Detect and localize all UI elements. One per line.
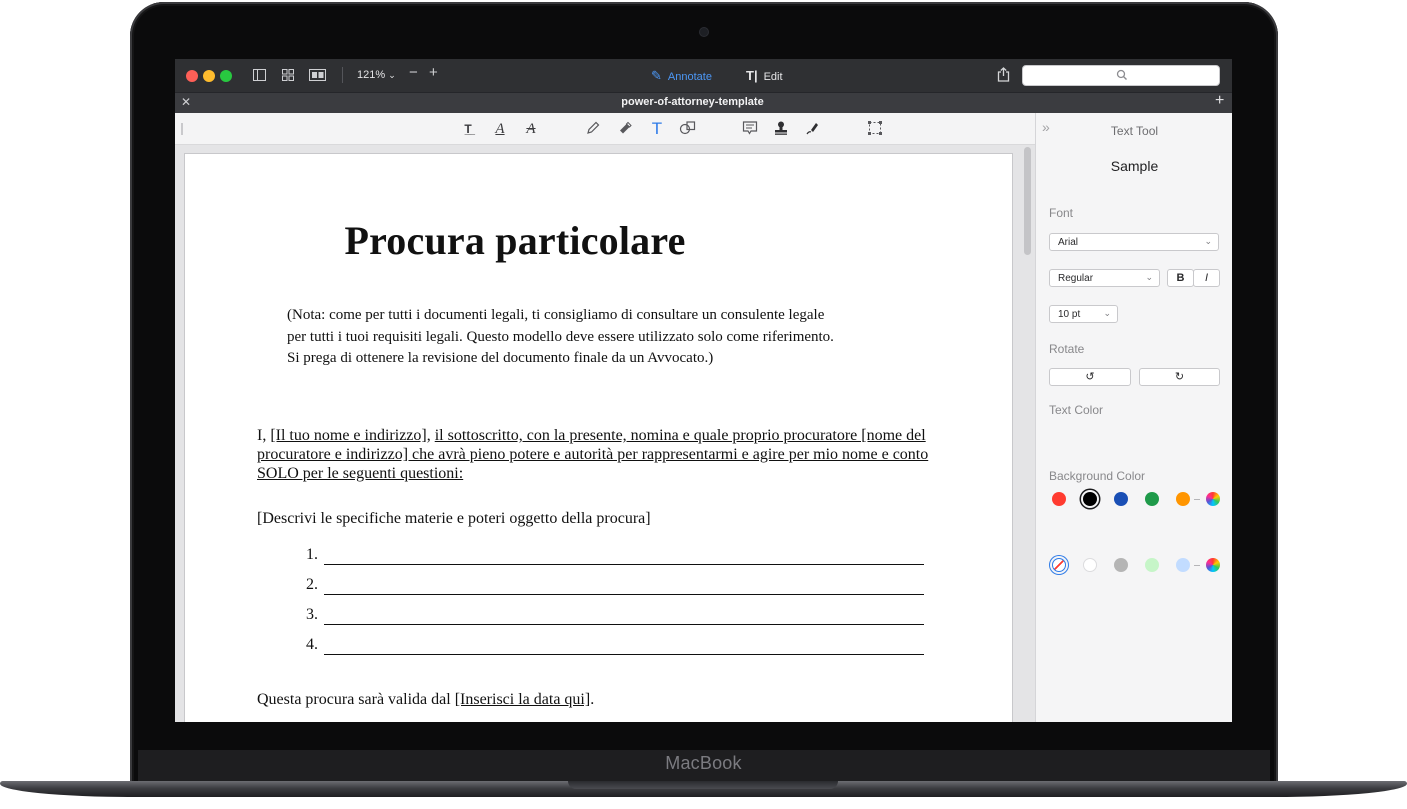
search-input[interactable] xyxy=(1022,65,1220,86)
close-tab-icon[interactable]: ✕ xyxy=(181,95,192,109)
annotate-mode-button[interactable]: ✎ Annotate xyxy=(651,68,712,83)
selection-icon[interactable] xyxy=(867,120,885,138)
text-tool-panel xyxy=(1035,113,1232,722)
custom-text-color-icon[interactable] xyxy=(1206,492,1220,506)
text-color-swatch[interactable] xyxy=(1052,492,1066,506)
share-icon[interactable] xyxy=(997,67,1010,82)
color-divider xyxy=(1194,565,1200,566)
text-color-swatch[interactable] xyxy=(1114,492,1128,506)
sidebar-toggle-icon[interactable] xyxy=(253,69,266,81)
list-item: 3. xyxy=(306,606,318,623)
bold-button[interactable]: B xyxy=(1167,269,1194,287)
rotate-left-button[interactable] xyxy=(1049,368,1131,386)
text-tool-icon[interactable]: T xyxy=(651,119,663,138)
text-strikethrough-icon[interactable]: A xyxy=(526,120,536,137)
fill-in-line[interactable] xyxy=(324,594,924,595)
page-view-icon[interactable] xyxy=(309,69,326,81)
chevron-down-icon: ⌄ xyxy=(1145,272,1153,282)
custom-background-color-icon[interactable] xyxy=(1206,558,1220,572)
window-toolbar xyxy=(175,59,1232,92)
text-edit-icon: T| xyxy=(746,68,758,83)
chevron-down-icon: ⌄ xyxy=(388,70,396,80)
chevron-down-icon: ⌄ xyxy=(1103,308,1111,318)
background-color-section-label: Background Color xyxy=(1049,469,1146,483)
panel-title: Text Tool xyxy=(1110,124,1159,138)
rotate-left-icon: ↺ xyxy=(1085,371,1095,383)
zoom-in-icon[interactable]: + xyxy=(429,64,438,81)
minimize-window-button[interactable] xyxy=(203,70,215,82)
chevron-down-icon: ⌄ xyxy=(1204,236,1212,246)
toolbar-grip[interactable] xyxy=(181,123,183,135)
color-divider xyxy=(1194,499,1200,500)
annotation-toolbar xyxy=(175,113,1035,145)
date-placeholder[interactable]: [Inserisci la data qui] xyxy=(454,691,591,708)
rotate-section-label: Rotate xyxy=(1049,342,1085,356)
text-color-swatch[interactable] xyxy=(1176,492,1190,506)
text-color-swatch[interactable] xyxy=(1083,492,1097,506)
signature-icon[interactable] xyxy=(805,120,823,138)
document-title: Procura particolare xyxy=(344,218,686,263)
toolbar-divider xyxy=(342,67,343,83)
eraser-icon[interactable] xyxy=(617,120,635,138)
pen-icon: ✎ xyxy=(651,68,662,83)
zoom-level[interactable]: 121% ⌄ xyxy=(357,69,396,81)
font-size-select[interactable]: 10 pt ⌄ xyxy=(1049,305,1118,323)
screen xyxy=(175,59,1232,722)
list-item: 4. xyxy=(306,636,318,653)
document-page[interactable] xyxy=(185,154,1012,722)
collapse-panel-icon[interactable]: » xyxy=(1042,119,1050,135)
font-section-label: Font xyxy=(1049,206,1074,220)
font-sample: Sample xyxy=(1110,158,1159,174)
list-item: 2. xyxy=(306,576,318,593)
font-family-select[interactable]: Arial ⌄ xyxy=(1049,233,1219,251)
appointment-paragraph: I, [Il tuo nome e indirizzo], il sottoscritto, con la presente, nomina e quale proprio procuratore [nome del procuratore e indirizzo] che avrà pieno potere e autorità per rappresentarmi e agire per mio nome e conto SOLO per le seguenti questioni: xyxy=(257,427,929,482)
shapes-icon[interactable] xyxy=(679,120,697,138)
background-color-swatch[interactable] xyxy=(1083,558,1097,572)
new-tab-icon[interactable]: + xyxy=(1215,92,1225,109)
text-color-swatch[interactable] xyxy=(1145,492,1159,506)
vertical-scrollbar[interactable] xyxy=(1024,147,1031,255)
fill-in-line[interactable] xyxy=(324,624,924,625)
camera xyxy=(700,28,708,36)
validity-sentence: Questa procura sarà valida dal [Inserisci la data qui]. xyxy=(257,691,595,708)
tab-bar xyxy=(175,92,1232,113)
text-color-section-label: Text Color xyxy=(1049,403,1104,417)
zoom-window-button[interactable] xyxy=(220,70,232,82)
background-color-swatch[interactable] xyxy=(1114,558,1128,572)
background-color-swatch[interactable] xyxy=(1176,558,1190,572)
font-style-select[interactable]: Regular ⌄ xyxy=(1049,269,1160,287)
background-color-swatch[interactable] xyxy=(1145,558,1159,572)
background-color-swatch[interactable] xyxy=(1052,558,1066,572)
thumbnails-icon[interactable] xyxy=(282,69,294,81)
name-placeholder[interactable]: [Il tuo nome e indirizzo] xyxy=(270,427,427,444)
fill-in-line[interactable] xyxy=(324,654,924,655)
document-tab-title[interactable]: power-of-attorney-template xyxy=(621,96,764,108)
close-window-button[interactable] xyxy=(186,70,198,82)
rotate-right-icon: ↻ xyxy=(1174,371,1185,383)
stamp-icon[interactable] xyxy=(773,120,791,138)
laptop-notch xyxy=(568,781,838,789)
list-item: 1. xyxy=(306,546,318,563)
device-brand: MacBook xyxy=(665,753,742,773)
italic-button[interactable]: I xyxy=(1193,269,1220,287)
appointment-text: il sottoscritto, con la presente, nomina e quale proprio procuratore [nome del procuratore e indirizzo] che avrà pieno potere e autorità per rappresentarmi e agire per mio nome e conto SOLO per le seguenti questioni: xyxy=(257,427,929,482)
text-select-icon[interactable]: T̲̲ xyxy=(464,122,472,136)
document-viewer[interactable] xyxy=(175,145,1035,722)
text-highlight-icon[interactable]: A xyxy=(495,120,505,137)
search-icon xyxy=(1116,69,1128,81)
rotate-right-button[interactable] xyxy=(1139,368,1220,386)
zoom-out-icon[interactable]: − xyxy=(409,64,418,81)
document-note: (Nota: come per tutti i documenti legali, ti consigliamo di consultare un consulente legale per tutti i tuoi requisiti legali. Questo modello deve essere utilizzato solo come riferimento. Si prega di ottenere la revisione del documento finale da un Avvocato.) xyxy=(287,307,834,366)
edit-mode-button[interactable]: T| Edit xyxy=(746,68,783,83)
note-icon[interactable] xyxy=(742,120,760,138)
fill-in-line[interactable] xyxy=(324,564,924,565)
describe-placeholder[interactable]: [Descrivi le specifiche materie e poteri oggetto della procura] xyxy=(257,510,651,527)
pencil-icon[interactable] xyxy=(585,120,603,138)
